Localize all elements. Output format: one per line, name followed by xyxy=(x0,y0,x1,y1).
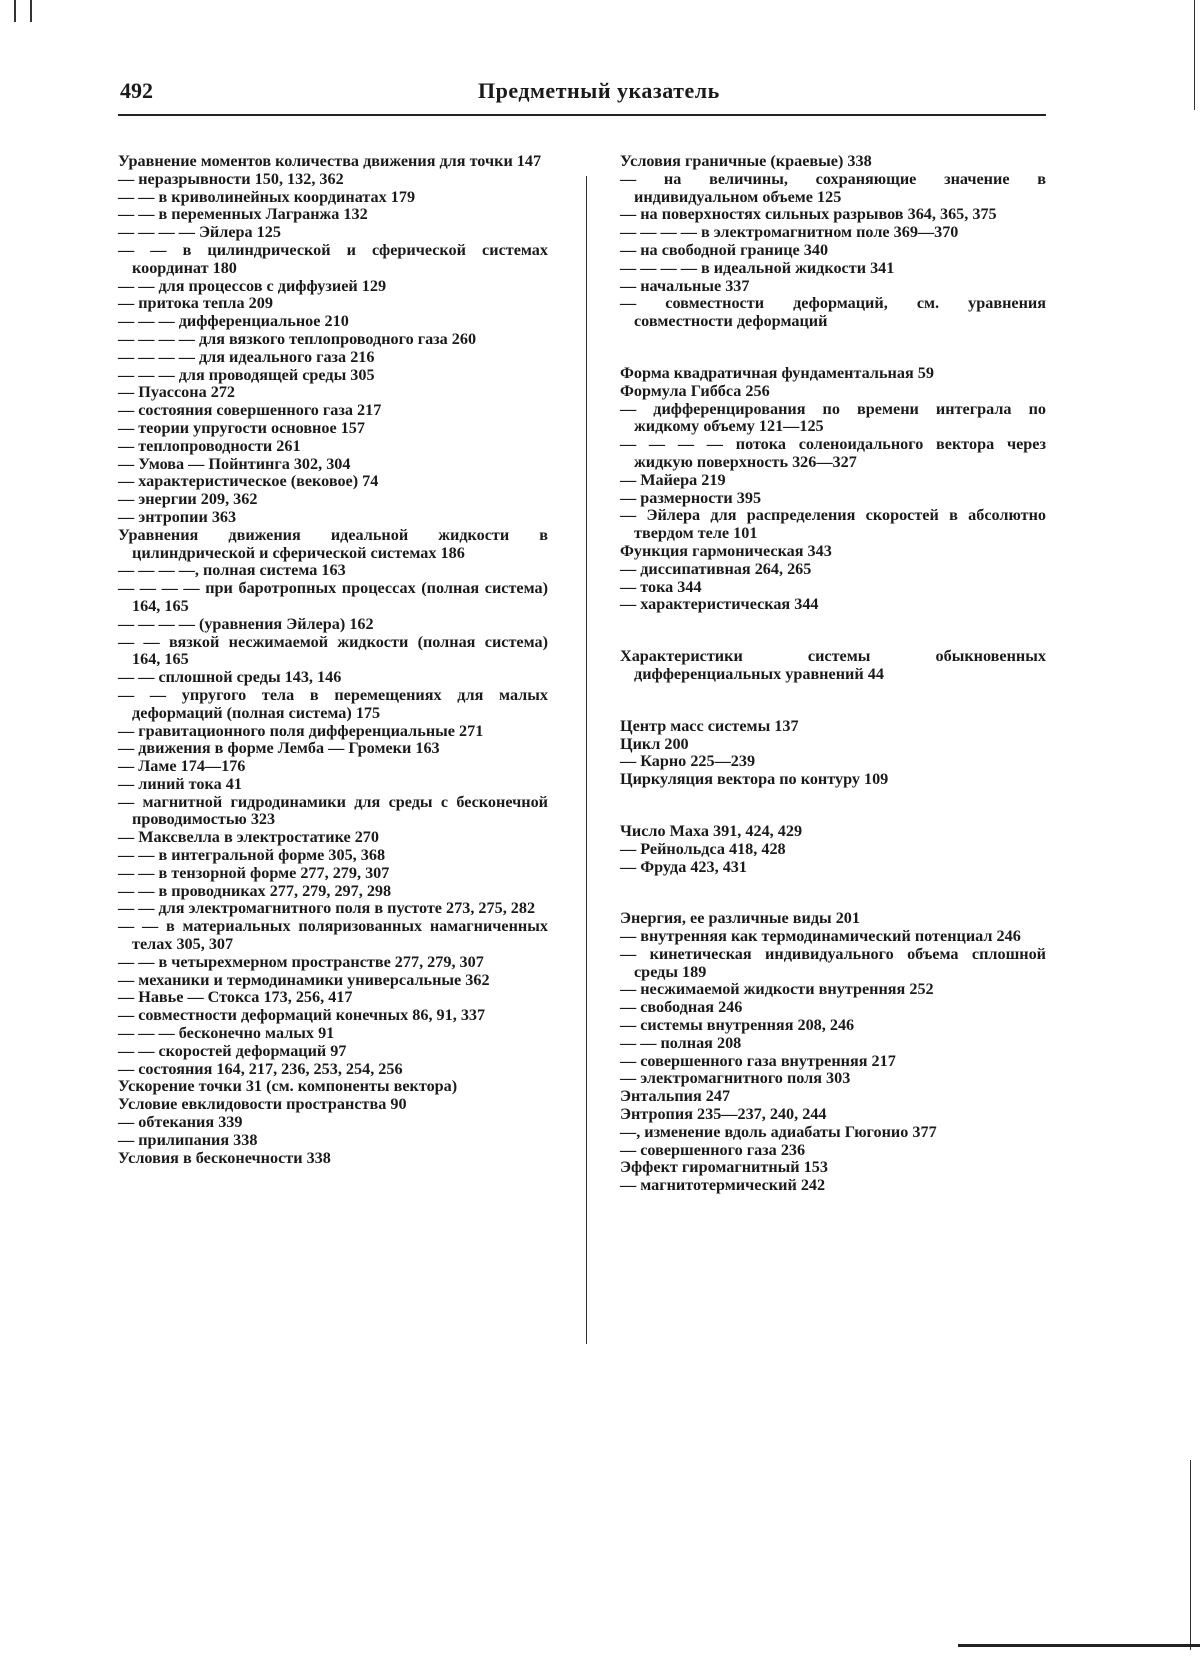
index-subentry: — — — — Эйлера 125 xyxy=(118,223,281,242)
index-subentry: — свободная 246 xyxy=(620,998,743,1017)
index-subentry: — — в переменных Лагранжа 132 xyxy=(118,205,368,224)
header-rule xyxy=(118,114,1046,116)
index-subentry: — — в цилиндрической и сферической системах координат 180 xyxy=(118,240,548,277)
index-heading: Характеристики системы обыкновенных дифференциальных уравнений 44 xyxy=(620,647,1046,683)
section-gap xyxy=(620,684,1046,718)
index-subentry: — состояния 164, 217, 236, 253, 254, 256 xyxy=(118,1059,403,1078)
index-column-left xyxy=(118,153,548,1167)
index-subentry: — — — — для вязкого теплопроводного газа 260 xyxy=(118,329,477,348)
index-subentry: — системы внутренняя 208, 246 xyxy=(620,1016,855,1035)
index-subentry: — — в криволинейных координатах 179 xyxy=(118,187,416,206)
index-subentry: — гравитационного поля дифференциальные 271 xyxy=(118,721,484,740)
index-subentry: — Эйлера для распределения скоростей в абсолютно твердом теле 101 xyxy=(620,506,1046,543)
index-subentry: — — — — (уравнения Эйлера) 162 xyxy=(118,614,374,633)
index-subentry: — — — для проводящей среды 305 xyxy=(118,365,375,384)
index-subentry: — совместности деформаций, см. уравнения совместности деформаций xyxy=(620,294,1046,331)
index-subentry: — на поверхностях сильных разрывов 364, 365, 375 xyxy=(620,205,997,224)
index-heading: Условие евклидовости пространства 90 xyxy=(118,1095,407,1114)
column-divider xyxy=(586,176,587,1344)
index-subentry: — Карно 225—239 xyxy=(620,752,756,771)
index-heading: Цикл 200 xyxy=(620,734,689,753)
index-heading: Энергия, ее различные виды 201 xyxy=(620,909,860,928)
section-gap xyxy=(620,331,1046,365)
index-subentry: — — в проводниках 277, 279, 297, 298 xyxy=(118,881,392,900)
index-subentry: — Пуассона 272 xyxy=(118,383,236,402)
index-subentry: — теории упругости основное 157 xyxy=(118,418,365,437)
index-subentry: — прилипания 338 xyxy=(118,1130,258,1149)
index-subentry: — — в материальных поляризованных намагниченных телах 305, 307 xyxy=(118,917,548,954)
scan-edge-mark xyxy=(958,1644,1200,1647)
index-subentry: — состояния совершенного газа 217 xyxy=(118,401,382,420)
index-subentry: — — для процессов с диффузией 129 xyxy=(118,276,387,295)
index-subentry: — — — —, полная система 163 xyxy=(118,561,346,580)
index-subentry: — Умова — Пойнтинга 302, 304 xyxy=(118,454,351,473)
index-subentry: — — упругого тела в перемещениях для малых деформаций (полная система) 175 xyxy=(118,685,548,722)
section-gap xyxy=(620,789,1046,823)
index-subentry: — теплопроводности 261 xyxy=(118,436,301,455)
index-subentry: — линий тока 41 xyxy=(118,774,242,793)
index-heading: Условия граничные (краевые) 338 xyxy=(620,152,872,170)
index-heading: Число Маха 391, 424, 429 xyxy=(620,821,803,840)
index-subentry: — Майера 219 xyxy=(620,470,726,489)
index-subentry: — магнитной гидродинамики для среды с бесконечной проводимостью 323 xyxy=(118,792,548,829)
index-subentry: — характеристическая 344 xyxy=(620,595,819,614)
index-subentry: — на величины, сохраняющие значение в индивидуальном объеме 125 xyxy=(620,169,1046,206)
index-subentry: — — вязкой несжимаемой жидкости (полная система) 164, 165 xyxy=(118,632,548,669)
index-subentry: — Рейнольдса 418, 428 xyxy=(620,839,786,858)
index-subentry: — — — дифференциальное 210 xyxy=(118,312,349,331)
index-subentry: — несжимаемой жидкости внутренняя 252 xyxy=(620,980,934,999)
index-subentry: — — — — в идеальной жидкости 341 xyxy=(620,258,895,277)
index-subentry: — — полная 208 xyxy=(620,1033,742,1052)
index-heading: Ускорение точки 31 (см. компоненты вектора) xyxy=(118,1077,458,1096)
index-subentry: — — в тензорной форме 277, 279, 307 xyxy=(118,863,390,882)
index-subentry: — Ламе 174—176 xyxy=(118,757,246,776)
index-subentry: — размерности 395 xyxy=(620,488,762,507)
index-heading: Уравнения движения идеальной жидкости в цилиндрической и сферической системах 186 xyxy=(118,525,548,562)
index-subentry: — Максвелла в электростатике 270 xyxy=(118,828,379,847)
index-subentry: — магнитотермический 242 xyxy=(620,1176,826,1195)
index-subentry: — — — — для идеального газа 216 xyxy=(118,347,375,366)
index-subentry: — неразрывности 150, 132, 362 xyxy=(118,169,344,188)
index-subentry: — совместности деформаций конечных 86, 91, 337 xyxy=(118,1006,486,1025)
index-subentry: — дифференцирования по времени интеграла по жидкому объему 121—125 xyxy=(620,399,1046,436)
index-subentry: — — — бесконечно малых 91 xyxy=(118,1024,335,1043)
index-heading: Условия в бесконечности 338 xyxy=(118,1148,331,1167)
index-subentry: — — — — в электромагнитном поле 369—370 xyxy=(620,223,959,242)
index-subentry: — обтекания 339 xyxy=(118,1113,243,1132)
scan-edge-mark xyxy=(14,0,16,22)
index-subentry: — — скоростей деформаций 97 xyxy=(118,1041,347,1060)
index-subentry: — диссипативная 264, 265 xyxy=(620,559,812,578)
index-heading: Формула Гиббса 256 xyxy=(620,381,770,400)
index-subentry: — энтропии 363 xyxy=(118,507,237,526)
page-number: 492 xyxy=(120,78,153,103)
index-subentry: —, изменение вдоль адиабаты Гюгонио 377 xyxy=(620,1122,937,1141)
index-heading: Уравнение моментов количества движения для точки 147 xyxy=(118,152,542,170)
index-subentry: — характеристическое (вековое) 74 xyxy=(118,472,379,491)
index-subentry: — движения в форме Лемба — Громеки 163 xyxy=(118,739,440,758)
index-subentry: — Фруда 423, 431 xyxy=(620,857,747,876)
index-subentry: — Навье — Стокса 173, 256, 417 xyxy=(118,988,353,1007)
section-gap xyxy=(620,614,1046,648)
index-subentry: — совершенного газа внутренняя 217 xyxy=(620,1051,896,1070)
scan-edge-mark xyxy=(30,0,32,22)
index-subentry: — — сплошной среды 143, 146 xyxy=(118,668,342,687)
index-subentry: — электромагнитного поля 303 xyxy=(620,1069,851,1088)
scan-edge-mark xyxy=(1190,1460,1191,1650)
index-subentry: — кинетическая индивидуального объема сплошной среды 189 xyxy=(620,944,1046,981)
index-column-right xyxy=(620,153,1046,1195)
index-heading: Энтальпия 247 xyxy=(620,1087,731,1106)
index-subentry: — притока тепла 209 xyxy=(118,294,273,313)
index-subentry: — — в интегральной форме 305, 368 xyxy=(118,846,386,865)
index-heading: Функция гармоническая 343 xyxy=(620,541,832,560)
scan-edge-mark xyxy=(1194,0,1195,110)
index-subentry: — механики и термодинамики универсальные 362 xyxy=(118,970,490,989)
section-gap xyxy=(620,876,1046,910)
index-subentry: — на свободной границе 340 xyxy=(620,240,829,259)
index-subentry: — — в четырехмерном пространстве 277, 279, 307 xyxy=(118,952,484,971)
index-subentry: — внутренняя как термодинамический потенциал 246 xyxy=(620,927,1021,946)
index-subentry: — — — — при баротропных процессах (полная система) 164, 165 xyxy=(118,579,548,615)
index-subentry: — начальные 337 xyxy=(620,276,750,295)
index-subentry: — тока 344 xyxy=(620,577,702,596)
index-subentry: — — для электромагнитного поля в пустоте 273, 275, 282 xyxy=(118,899,536,918)
index-subentry: — совершенного газа 236 xyxy=(620,1140,806,1159)
index-heading: Циркуляция вектора по контуру 109 xyxy=(620,770,889,789)
index-subentry: — — — — потока соленоидального вектора через жидкую поверхность 326—327 xyxy=(620,435,1046,471)
index-heading: Эффект гиромагнитный 153 xyxy=(620,1158,828,1177)
index-heading: Центр масс системы 137 xyxy=(620,716,799,735)
index-heading: Форма квадратичная фундаментальная 59 xyxy=(620,363,934,382)
index-heading: Энтропия 235—237, 240, 244 xyxy=(620,1105,827,1124)
index-subentry: — энергии 209, 362 xyxy=(118,490,258,509)
page-title: Предметный указатель xyxy=(478,78,720,103)
